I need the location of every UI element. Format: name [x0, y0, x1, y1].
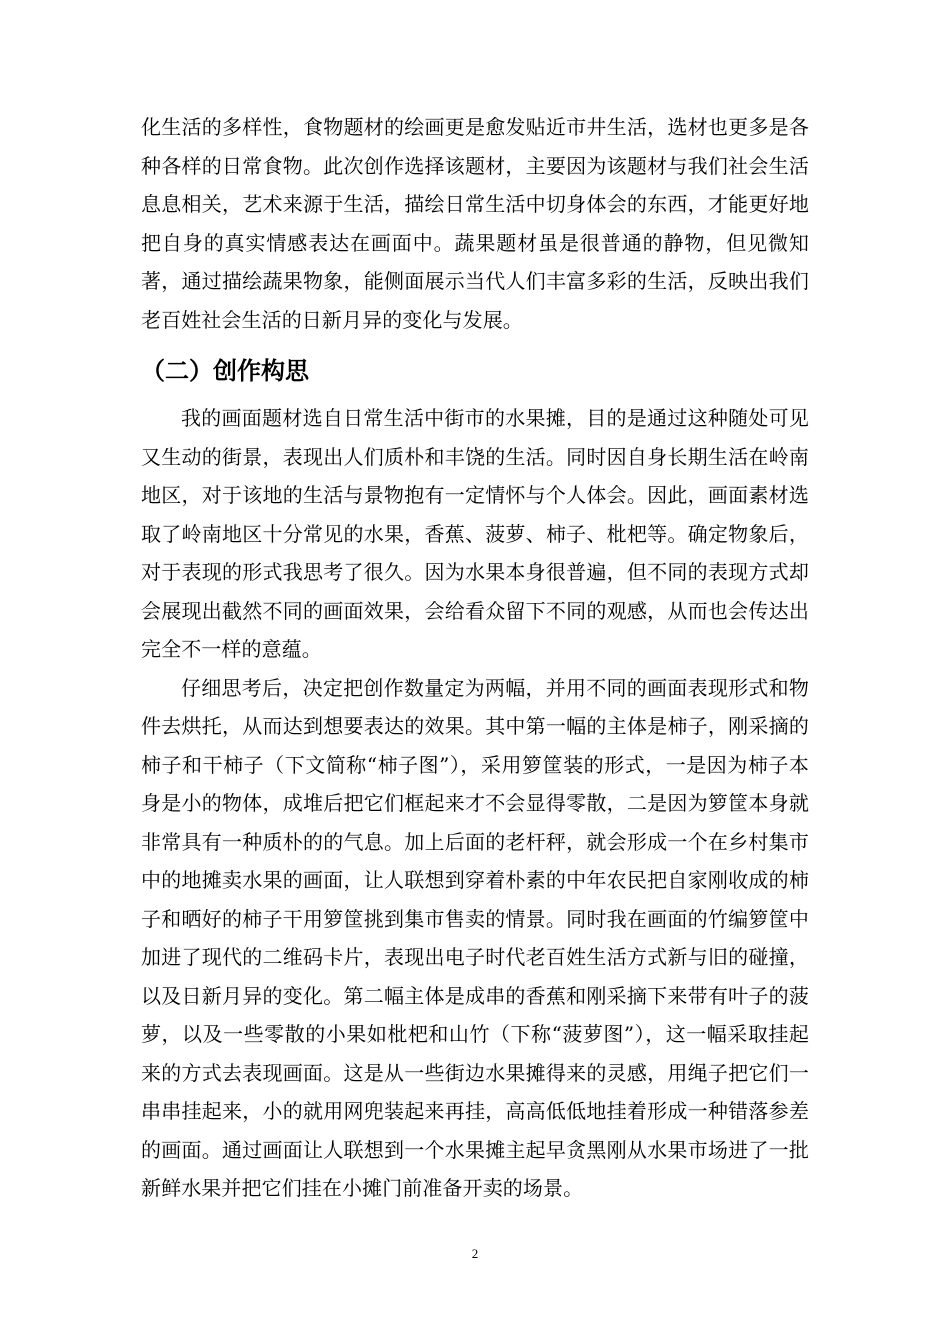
body-paragraph-3: 仔细思考后，决定把创作数量定为两幅，并用不同的画面表现形式和物件去烘托，从而达到想要表达的效果。其中第一幅的主体是柿子，刚采摘的柿子和干柿子（下文简称“柿子图”），采用箩筐装的形式，一是因为柿子本身是小的物体，成堆后把它们框起来才不会显得零散，二是因为箩筐本身就非常具有一种质朴的的气息。加上后面的老杆秤，就会形成一个在乡村集市中的地摊卖水果的画面，让人联想到穿着朴素的中年农民把自家刚收成的柿子和晒好的柿子干用箩筐挑到集市售卖的情景。同时我在画面的竹编箩筐中加进了现代的二维码卡片，表现出电子时代老百姓生活方式新与旧的碰撞，以及日新月异的变化。第二幅主体是成串的香蕉和刚采摘下来带有叶子的菠萝，以及一些零散的小果如枇杷和山竹（下称“菠萝图”），这一幅采取挂起来的方式去表现画面。这是从一些街边水果摊得来的灵感，用绳子把它们一串串挂起来，小的就用网兜装起来再挂，高高低低地挂着形成一种错落参差的画面。通过画面让人联想到一个水果摊主起早贪黑刚从水果市场进了一批新鲜水果并把它们挂在小摊门前准备开卖的场景。: [141, 675, 809, 1200]
document-body: [141, 108, 809, 1208]
body-paragraph-1: 化生活的多样性，食物题材的绘画更是愈发贴近市井生活，选材也更多是各种各样的日常食物。此次创作选择该题材，主要因为该题材与我们社会生活息息相关，艺术来源于生活，描绘日常生活中切身体会的东西，才能更好地把自身的真实情感表达在画面中。蔬果题材虽是很普通的静物，但见微知著，通过描绘蔬果物象，能侧面展示当代人们丰富多彩的生活，反映出我们老百姓社会生活的日新月异的变化与发展。: [141, 115, 809, 332]
section-heading: （二）创作构思: [141, 357, 309, 385]
body-paragraph-2: 我的画面题材选自日常生活中街市的水果摊，目的是通过这种随处可见又生动的街景，表现出人们质朴和丰饶的生活。同时因自身长期生活在岭南地区，对于该地的生活与景物抱有一定情怀与个人体会。因此，画面素材选取了岭南地区十分常见的水果，香蕉、菠萝、柿子、枇杷等。确定物象后，对于表现的形式我思考了很久。因为水果本身很普遍，但不同的表现方式却会展现出截然不同的画面效果，会给看众留下不同的观感，从而也会传达出完全不一样的意蕴。: [141, 406, 809, 661]
page-number: 2: [471, 1246, 479, 1261]
